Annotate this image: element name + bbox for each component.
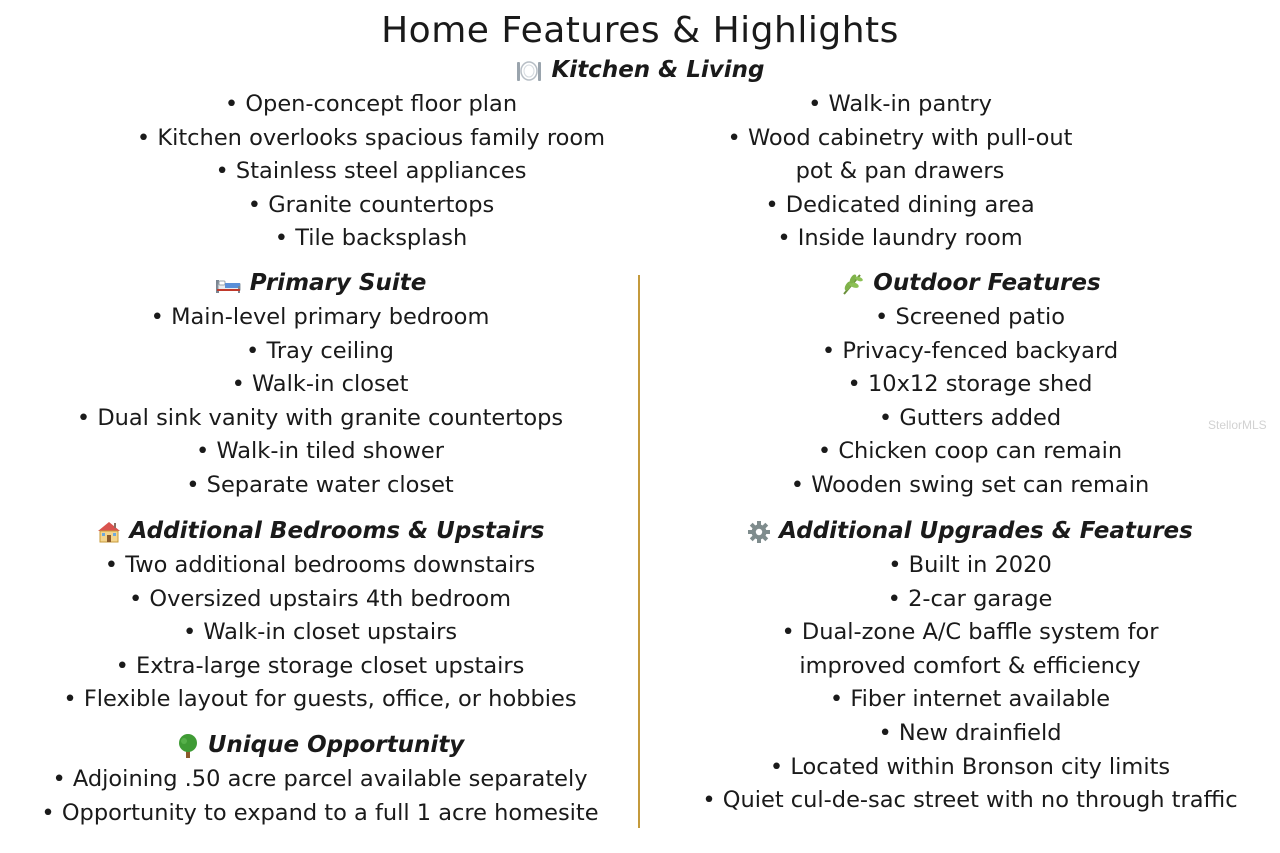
opportunity-heading — [0, 730, 640, 761]
list-item: pot & pan drawers — [795, 158, 1005, 185]
list-item: • New drainfield — [660, 717, 1280, 751]
list-item: • Located within Bronson city limits — [660, 751, 1280, 785]
list-item: • 10x12 storage shed — [660, 368, 1280, 402]
list-item: • Flexible layout for guests, office, or hobbies — [0, 683, 640, 717]
list-item: • Open-concept floor plan — [0, 88, 742, 122]
upgrades-section — [660, 516, 1280, 818]
gear-icon — [747, 520, 771, 544]
outdoor-heading-label: Outdoor Features — [873, 270, 1101, 296]
kitchen-heading — [0, 55, 1280, 86]
opportunity-heading-label: Unique Opportunity — [207, 732, 465, 758]
outdoor-section — [660, 268, 1280, 503]
list-item: • Walk-in tiled shower — [0, 435, 640, 469]
fork-knife-plate-icon — [515, 59, 543, 83]
list-item: • Two additional bedrooms downstairs — [0, 549, 640, 583]
list-item: • Screened patio — [660, 301, 1280, 335]
kitchen-heading-label: Kitchen & Living — [551, 57, 765, 83]
list-item: • Privacy-fenced backyard — [660, 335, 1280, 369]
list-item: • Walk-in pantry — [600, 88, 1200, 122]
list-item: • Fiber internet available — [660, 683, 1280, 717]
list-item: • Wood cabinetry with pull-out — [600, 122, 1200, 156]
bedrooms-heading-label: Additional Bedrooms & Upstairs — [129, 518, 545, 544]
list-item: • Adjoining .50 acre parcel available separately — [0, 763, 640, 797]
list-item: • Extra-large storage closet upstairs — [0, 650, 640, 684]
list-item: • Main-level primary bedroom — [0, 301, 640, 335]
primary-suite-heading-label: Primary Suite — [249, 270, 427, 296]
list-item: • Tile backsplash — [0, 222, 742, 256]
house-icon — [96, 520, 122, 544]
list-item: • Quiet cul-de-sac street with no through traffic — [660, 784, 1280, 818]
list-item: • Oversized upstairs 4th bedroom — [0, 583, 640, 617]
list-item: • 2-car garage — [660, 583, 1280, 617]
list-item: • Granite countertops — [0, 189, 742, 223]
watermark: StellorMLS — [1208, 418, 1267, 432]
list-item: • Wooden swing set can remain — [660, 469, 1280, 503]
list-item: • Chicken coop can remain — [660, 435, 1280, 469]
list-item: • Walk-in closet — [0, 368, 640, 402]
primary-suite-heading — [0, 268, 640, 299]
upgrades-heading — [660, 516, 1280, 547]
list-item: • Opportunity to expand to a full 1 acre homesite — [0, 797, 640, 831]
bed-icon — [214, 274, 242, 294]
list-item: • Inside laundry room — [600, 222, 1200, 256]
primary-suite-section — [0, 268, 640, 503]
page-title: Home Features & Highlights — [381, 10, 899, 51]
kitchen-right-list — [600, 86, 1200, 256]
kitchen-section — [0, 55, 1280, 86]
bedrooms-heading — [0, 516, 640, 547]
list-item: • Kitchen overlooks spacious family room — [0, 122, 742, 156]
list-item: • Stainless steel appliances — [0, 155, 742, 189]
list-item: • Walk-in closet upstairs — [0, 616, 640, 650]
list-item: • Dedicated dining area — [600, 189, 1200, 223]
herb-icon — [839, 271, 865, 297]
list-item: • Built in 2020 — [660, 549, 1280, 583]
tree-icon — [176, 733, 200, 759]
list-item: • Tray ceiling — [0, 335, 640, 369]
list-item: • Dual sink vanity with granite countertops — [0, 402, 640, 436]
list-item: improved comfort & efficiency — [799, 652, 1141, 679]
list-item: • Dual-zone A/C baffle system for — [660, 616, 1280, 650]
upgrades-heading-label: Additional Upgrades & Features — [779, 518, 1193, 544]
bedrooms-section — [0, 516, 640, 717]
outdoor-heading — [660, 268, 1280, 299]
list-item: • Gutters added — [660, 402, 1280, 436]
list-item: • Separate water closet — [0, 469, 640, 503]
opportunity-section — [0, 730, 640, 830]
